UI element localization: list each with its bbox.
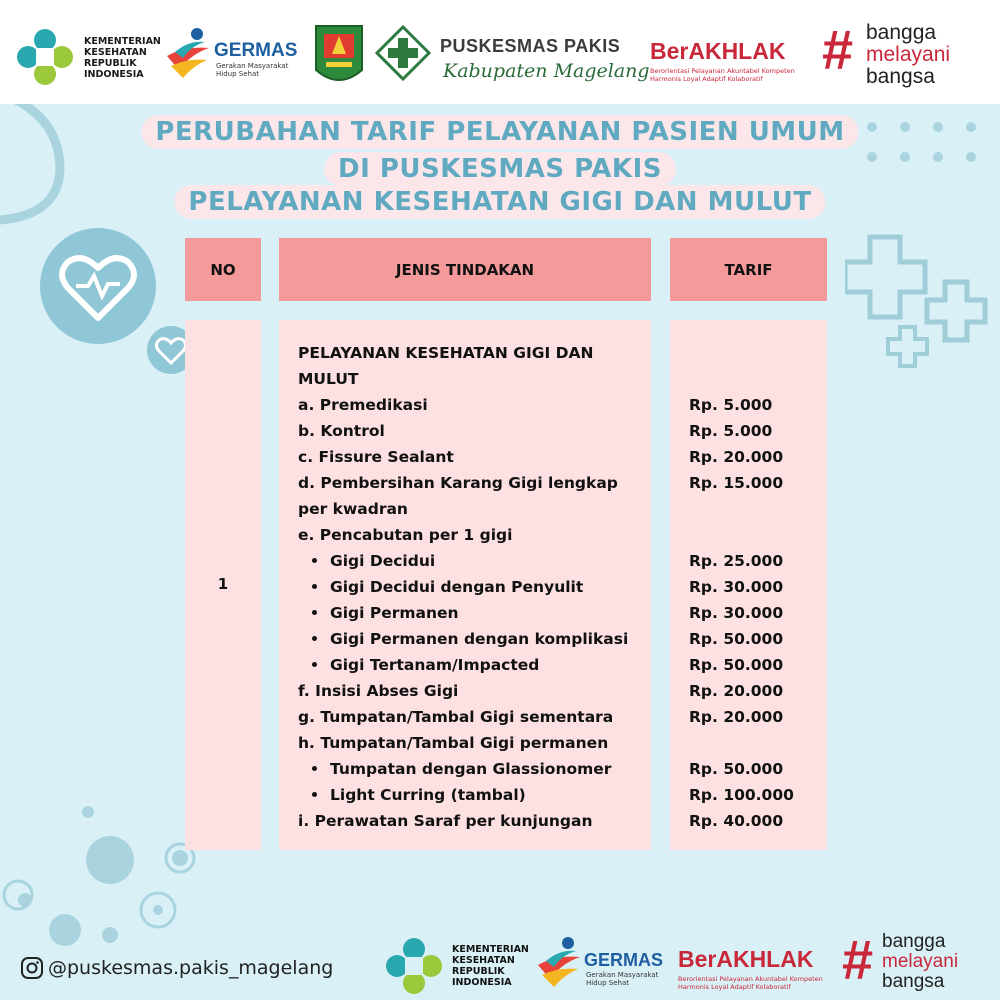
item-label: g. Tumpatan/Tambal Gigi sementara [298, 708, 614, 726]
bangga-line-3: bangsa [866, 65, 935, 88]
kemenkes-text: KEMENTERIAN KESEHATAN REPUBLIK INDONESIA [84, 36, 161, 80]
footer-germas-wordmark: GERMAS [584, 950, 664, 970]
title-line-2: DI PUSKESMAS PAKIS [324, 152, 676, 186]
footer-berakhlak-subtitle: Berorientasi Pelayanan Akuntabel Kompeten Harmonis Loyal Adaptif Kolaboratif [678, 975, 823, 991]
footer-hashtag-icon: # [842, 928, 874, 991]
item-label: b. Kontrol [298, 422, 385, 440]
berakhlak-logo: BerAKHLAK [650, 38, 786, 64]
title-line-1: PERUBAHAN TARIF PELAYANAN PASIEN UMUM [141, 115, 858, 149]
item-label: a. Premedikasi [298, 396, 428, 414]
germas-wordmark: GERMAS [214, 40, 298, 61]
item-label: f. Insisi Abses Gigi [298, 682, 459, 700]
footer-bangga-line-2: melayani [882, 951, 959, 972]
bullet-icon [312, 610, 317, 615]
berakhlak-subtitle: Berorientasi Pelayanan Akuntabel Kompeten Harmonis Loyal Adaptif Kolaboratif [650, 67, 795, 83]
bullet-icon [312, 792, 317, 797]
item-label: e. Pencabutan per 1 gigi [298, 526, 513, 544]
item-tarif: Rp. 30.000 [689, 604, 784, 622]
germas-subtitle: Gerakan Masyarakat Hidup Sehat [216, 62, 289, 78]
item-tarif: Rp. 40.000 [689, 812, 784, 830]
footer-germas-subtitle: Gerakan Masyarakat Hidup Sehat [586, 971, 659, 987]
item-label: Gigi Decidui dengan Penyulit [330, 578, 584, 596]
bullet-icon [312, 558, 317, 563]
item-label: c. Fissure Sealant [298, 448, 454, 466]
bullet-icon [312, 766, 317, 771]
footer-bangga-melayani-bangsa [882, 932, 958, 992]
category-title-line-2: MULUT [298, 370, 359, 388]
footer-bangga-line-1: bangga [882, 931, 946, 952]
heart-pulse-icon [38, 226, 158, 346]
header-bar [0, 0, 1000, 104]
item-label: Tumpatan dengan Glassionomer [330, 760, 612, 778]
item-tarif: Rp. 100.000 [689, 786, 794, 804]
header-tarif: TARIF [670, 238, 827, 301]
category-title-line-1: PELAYANAN KESEHATAN GIGI DAN [298, 344, 594, 362]
item-label: Gigi Permanen [330, 604, 459, 622]
item-tarif: Rp. 20.000 [689, 682, 784, 700]
item-label: Light Curring (tambal) [330, 786, 526, 804]
item-tarif: Rp. 20.000 [689, 708, 784, 726]
instagram-handle[interactable]: @puskesmas.pakis_magelang [48, 957, 334, 979]
item-label: i. Perawatan Saraf per kunjungan [298, 812, 593, 830]
item-label: d. Pembersihan Karang Gigi lengkap [298, 474, 618, 492]
instagram-icon[interactable] [20, 956, 44, 980]
footer-bangga-line-3: bangsa [882, 971, 945, 992]
row-number: 1 [217, 575, 229, 593]
medical-cross-icon [845, 232, 1000, 372]
item-tarif: Rp. 5.000 [689, 396, 773, 414]
bullet-icon [312, 584, 317, 589]
item-tarif: Rp. 30.000 [689, 578, 784, 596]
item-label: h. Tumpatan/Tambal Gigi permanen [298, 734, 609, 752]
puskesmas-logo-icon [375, 25, 431, 81]
header-no: NO [185, 238, 261, 301]
item-tarif: Rp. 50.000 [689, 630, 784, 648]
footer-kemenkes-text: KEMENTERIAN KESEHATAN REPUBLIK INDONESIA [452, 944, 529, 988]
item-tarif: Rp. 20.000 [689, 448, 784, 466]
kemenkes-logo-icon [14, 26, 76, 88]
bangga-line-2: melayani [866, 43, 951, 66]
puskesmas-subtitle: Kabupaten Magelang [443, 60, 650, 82]
puskesmas-title: PUSKESMAS PAKIS [440, 36, 621, 56]
germas-logo-icon [165, 26, 213, 80]
bangga-line-1: bangga [866, 21, 937, 44]
bangga-melayani-bangsa [866, 22, 950, 88]
header-jenis-tindakan: JENIS TINDAKAN [279, 238, 651, 301]
item-label: per kwadran [298, 500, 408, 518]
magelang-emblem-icon [314, 24, 364, 90]
hashtag-icon: # [822, 18, 854, 81]
item-tarif: Rp. 15.000 [689, 474, 784, 492]
title-line-3: PELAYANAN KESEHATAN GIGI DAN MULUT [174, 185, 825, 219]
item-label: Gigi Tertanam/Impacted [330, 656, 540, 674]
item-label: Gigi Decidui [330, 552, 436, 570]
item-tarif: Rp. 50.000 [689, 656, 784, 674]
bullet-icon [312, 662, 317, 667]
germas-logo-icon [536, 935, 584, 989]
bullet-icon [312, 636, 317, 641]
footer-berakhlak-logo: BerAKHLAK [678, 946, 814, 972]
item-tarif: Rp. 50.000 [689, 760, 784, 778]
item-label: Gigi Permanen dengan komplikasi [330, 630, 629, 648]
item-tarif: Rp. 25.000 [689, 552, 784, 570]
kemenkes-logo-icon [383, 935, 445, 997]
item-tarif: Rp. 5.000 [689, 422, 773, 440]
